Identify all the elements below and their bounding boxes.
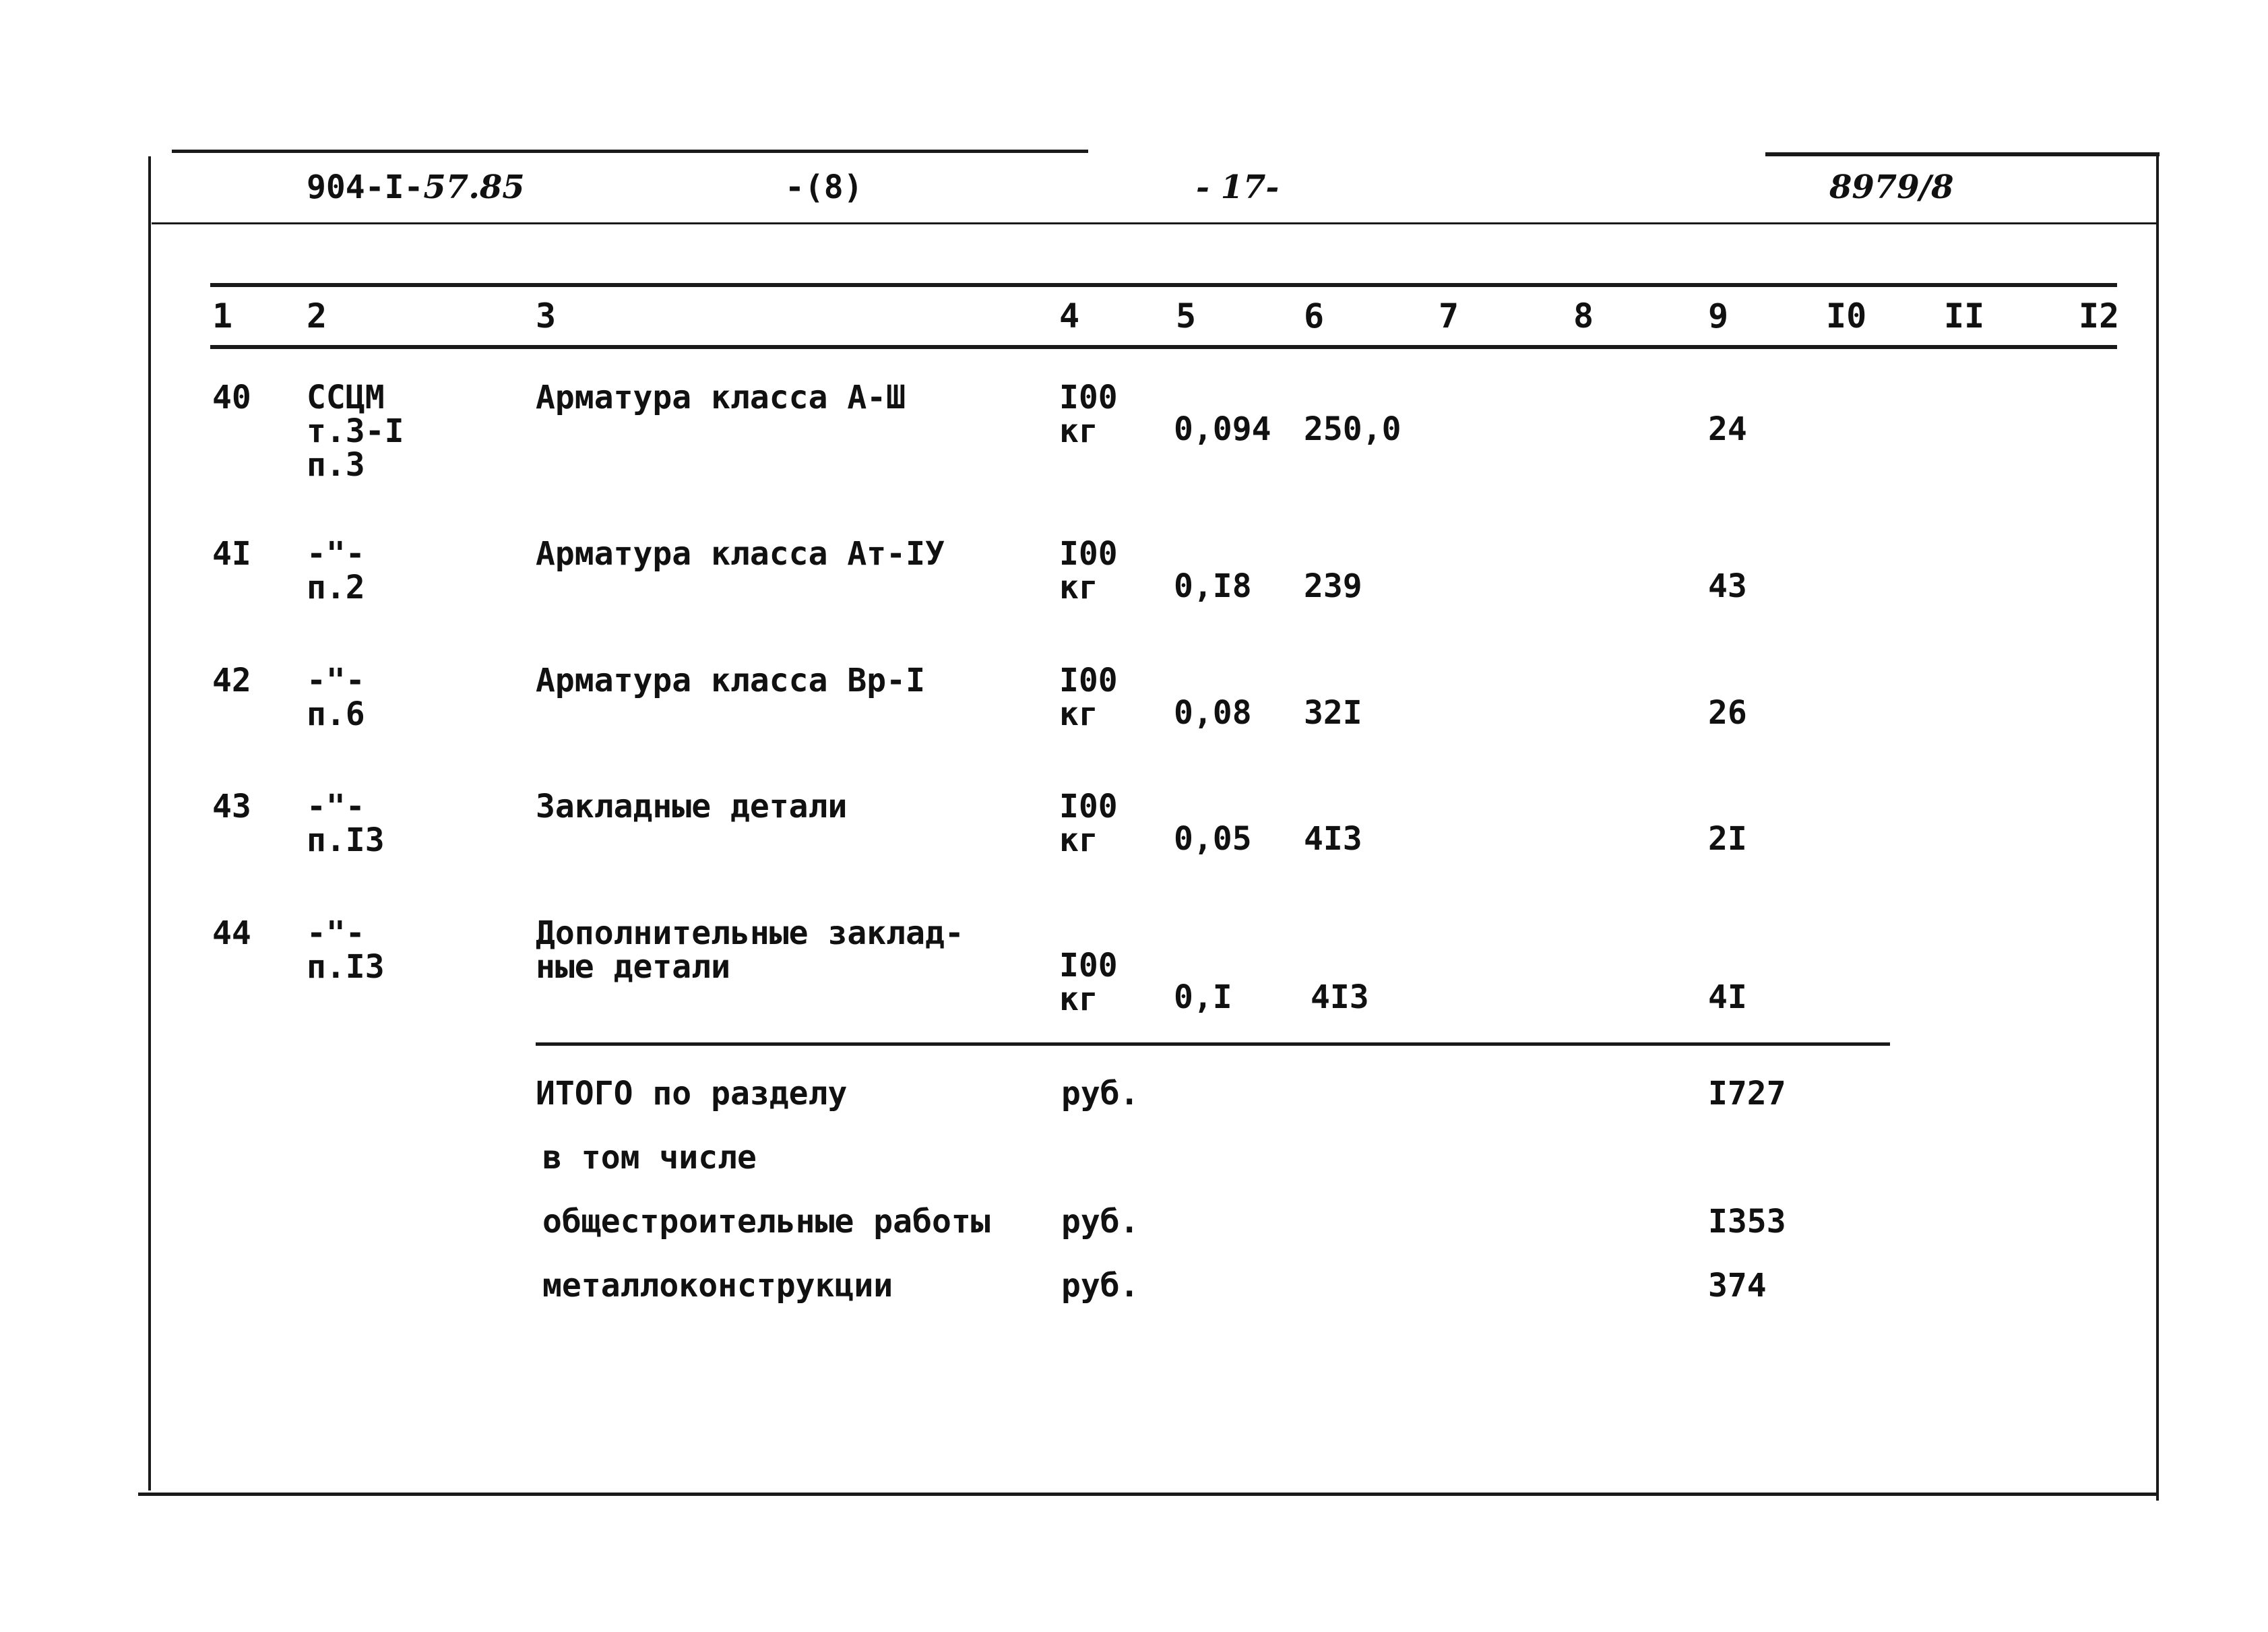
item-name: Дополнительные заклад- ные детали [536, 914, 964, 986]
col-header-11: II [1944, 296, 1985, 336]
quantity: 0,I8 [1174, 567, 1252, 605]
summary-unit-construction: руб. [1061, 1203, 1139, 1241]
item-name: Арматура класса Ат-IУ [536, 535, 945, 573]
doc-code-hand: 57.85 [423, 168, 525, 206]
summary-unit-total: руб. [1061, 1075, 1139, 1112]
item-name: Арматура класса Вр-I [536, 662, 925, 699]
quantity: 0,I [1174, 978, 1232, 1016]
summary-label-including: в том числе [542, 1139, 757, 1176]
frame-top-right-line [1765, 152, 2160, 156]
item-name: Закладные детали [536, 788, 848, 825]
frame-top-left-line [172, 150, 1088, 153]
row-number: 43 [212, 788, 251, 825]
total-cost: 2I [1708, 820, 1747, 858]
doc-code-print: 904-I- [307, 168, 424, 206]
col-header-10: I0 [1826, 296, 1867, 336]
summary-value-total: I727 [1708, 1075, 1786, 1112]
quantity: 0,08 [1174, 694, 1252, 732]
table-header-bottom-rule [210, 345, 2117, 349]
norm-reference: -"- п.6 [307, 662, 365, 733]
col-header-1: 1 [212, 296, 233, 336]
norm-reference: -"- п.I3 [307, 914, 385, 986]
summary-value-metal: 374 [1708, 1267, 1767, 1305]
summary-unit-metal: руб. [1061, 1267, 1139, 1305]
unit-price: 239 [1304, 567, 1362, 605]
sheet-number: 8979/8 [1829, 168, 1954, 206]
col-header-5: 5 [1176, 296, 1197, 336]
col-header-12: I2 [2079, 296, 2120, 336]
quantity: 0,094 [1174, 410, 1271, 448]
frame-header-underline [152, 222, 2156, 224]
row-number: 44 [212, 914, 251, 952]
table-header-top-rule [210, 283, 2117, 287]
col-header-9: 9 [1708, 296, 1729, 336]
frame-bottom-line [138, 1493, 2156, 1496]
col-header-8: 8 [1573, 296, 1594, 336]
unit: I00 кг [1059, 662, 1118, 733]
summary-value-construction: I353 [1708, 1203, 1786, 1241]
total-cost: 43 [1708, 567, 1747, 605]
unit-price: 250,0 [1304, 410, 1401, 448]
row-number: 42 [212, 662, 251, 699]
col-header-2: 2 [307, 296, 327, 336]
norm-reference: ССЦМ т.3-I п.3 [307, 379, 404, 484]
section-number: -(8) [785, 168, 863, 206]
col-header-4: 4 [1059, 296, 1080, 336]
unit: I00 кг [1059, 947, 1118, 1018]
total-cost: 26 [1708, 694, 1747, 732]
total-cost: 4I [1708, 978, 1747, 1016]
unit: I00 кг [1059, 379, 1118, 450]
quantity: 0,05 [1174, 820, 1252, 858]
col-header-3: 3 [536, 296, 557, 336]
item-name: Арматура класса А-Ш [536, 379, 906, 416]
col-header-6: 6 [1304, 296, 1325, 336]
frame-left-line [148, 156, 151, 1490]
unit: I00 кг [1059, 788, 1118, 859]
frame-right-line [2156, 156, 2159, 1501]
row-number: 40 [212, 379, 251, 416]
norm-reference: -"- п.I3 [307, 788, 385, 859]
row-number: 4I [212, 535, 251, 573]
doc-code [307, 168, 525, 206]
unit: I00 кг [1059, 535, 1118, 606]
summary-label-construction: общестроительные работы [542, 1203, 990, 1241]
page-number: - 17- [1196, 168, 1280, 206]
summary-label-total: ИТОГО по разделу [536, 1075, 848, 1112]
unit-price: 4I3 [1304, 820, 1362, 858]
summary-rule [536, 1042, 1890, 1046]
unit-price: 4I3 [1311, 978, 1369, 1016]
summary-label-metal: металлоконструкции [542, 1267, 893, 1305]
total-cost: 24 [1708, 410, 1747, 448]
unit-price: 32I [1304, 694, 1362, 732]
col-header-7: 7 [1439, 296, 1459, 336]
norm-reference: -"- п.2 [307, 535, 365, 606]
